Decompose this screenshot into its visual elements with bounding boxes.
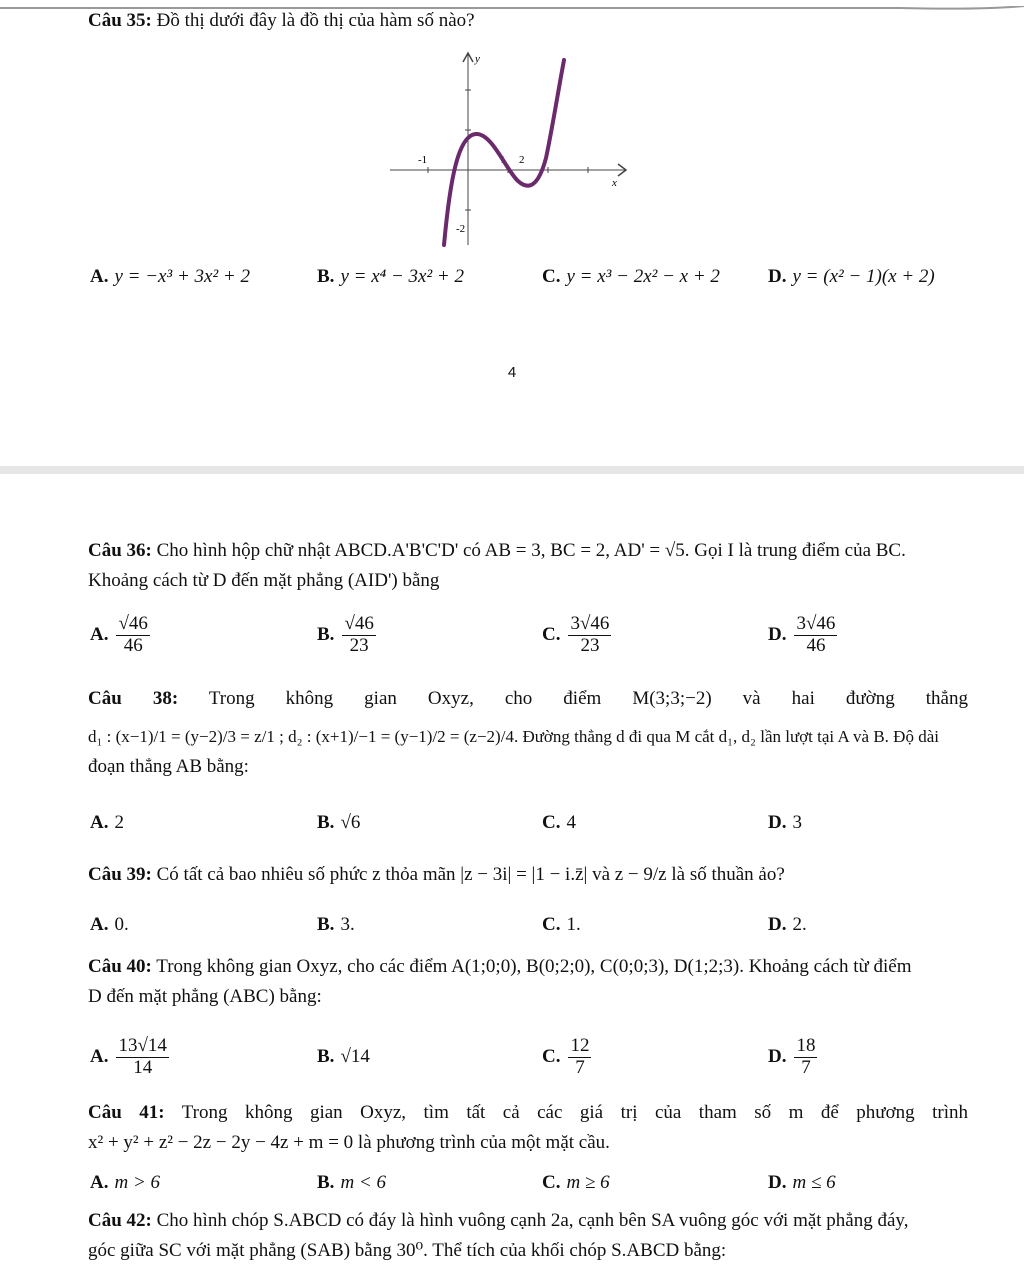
q40-option-c[interactable]: C. $\frac{12}{7}$ [542, 1035, 590, 1078]
question-text: Có tất cả bao nhiêu số phức z thỏa mãn |z − 3i| = |1 − i.z̄| và z − 9/z là số thuần ảo? [156, 864, 785, 885]
function-graph [380, 40, 640, 255]
question-text-line2: D đến mặt phẳng (ABC) bằng: [88, 986, 322, 1007]
question-39 [88, 860, 968, 890]
question-38 [88, 684, 968, 782]
question-label: Câu 38: [88, 688, 179, 709]
question-41 [88, 1098, 968, 1158]
question-label: Câu 39: [88, 864, 152, 885]
page-divider [0, 466, 1024, 474]
x-axis-label: x [612, 177, 617, 189]
q40-option-b[interactable]: B. √14 [317, 1046, 370, 1067]
question-text: Đồ thị dưới đây là đồ thị của hàm số nào? [156, 10, 475, 31]
q39-option-a[interactable]: A. 0. [90, 914, 129, 935]
q38-option-b[interactable]: B. √6 [317, 812, 361, 833]
q41-option-b[interactable]: B. m < 6 [317, 1172, 386, 1193]
tick-label-neg1: -1 [418, 154, 428, 166]
q38-option-a[interactable]: A. 2 [90, 812, 124, 833]
question-label: Câu 35: [88, 10, 152, 31]
q35-option-a[interactable]: A. y = −x³ + 3x² + 2 [90, 266, 250, 287]
q38-option-c[interactable]: C. 4 [542, 812, 576, 833]
q39-option-c[interactable]: C. 1. [542, 914, 581, 935]
question-text-line2: Khoảng cách từ D đến mặt phẳng (AID') bằng [88, 570, 440, 591]
y-axis-label: y [475, 53, 480, 65]
question-label: Câu 36: [88, 540, 152, 561]
curve [444, 60, 564, 245]
q35-option-d[interactable]: D. y = (x² − 1)(x + 2) [768, 266, 935, 287]
q38-option-d[interactable]: D. 3 [768, 812, 802, 833]
question-text-line3: đoạn thẳng AB bằng: [88, 756, 249, 777]
q35-option-c[interactable]: C. y = x³ − 2x² − x + 2 [542, 266, 720, 287]
q41-option-a[interactable]: A. m > 6 [90, 1172, 161, 1193]
tick-label-1: 1 [500, 154, 506, 166]
question-text-line1: Trong không gian Oxyz, tìm tất cả các giá trị của tham số m để phương trình [181, 1102, 968, 1123]
q40-option-d[interactable]: D. $\frac{18}{7}$ [768, 1035, 816, 1078]
q36-option-a[interactable]: A. $\frac{√46}{46}$ [90, 613, 148, 656]
q41-option-c[interactable]: C. m ≥ 6 [542, 1172, 610, 1193]
question-label: Câu 42: [88, 1210, 152, 1231]
question-label: Câu 40: [88, 956, 152, 977]
question-35 [88, 6, 968, 36]
question-text-line1: Cho hình hộp chữ nhật ABCD.A'B'C'D' có AB = 3, BC = 2, AD' = √5. Gọi I là trung điểm của BC. [156, 540, 906, 561]
q41-option-d[interactable]: D. m ≤ 6 [768, 1172, 836, 1193]
q36-option-c[interactable]: C. $\frac{3√46}{23}$ [542, 613, 610, 656]
question-36 [88, 536, 968, 596]
tick-label-neg2: -2 [456, 223, 466, 235]
question-label: Câu 41: [88, 1102, 165, 1123]
question-text-line1: Trong không gian Oxyz, cho điểm M(3;3;−2) và hai đường thẳng [208, 688, 968, 709]
question-text-line2: x² + y² + z² − 2z − 2y − 4z + m = 0 là phương trình của một mặt cầu. [88, 1132, 610, 1153]
q35-option-b[interactable]: B. y = x⁴ − 3x² + 2 [317, 266, 465, 287]
question-text-line1: Cho hình chóp S.ABCD có đáy là hình vuông cạnh 2a, cạnh bên SA vuông góc với mặt phẳng đáy, [156, 1210, 909, 1231]
tick-label-2: 2 [519, 154, 525, 166]
q36-option-d[interactable]: D. $\frac{3√46}{46}$ [768, 613, 836, 656]
question-text-line2: góc giữa SC với mặt phẳng (SAB) bằng 30⁰. Thể tích của khối chóp S.ABCD bằng: [88, 1240, 727, 1261]
q39-option-b[interactable]: B. 3. [317, 914, 355, 935]
q40-option-a[interactable]: A. $\frac{13√14}{14}$ [90, 1035, 167, 1078]
q36-option-b[interactable]: B. $\frac{√46}{23}$ [317, 613, 374, 656]
q39-option-d[interactable]: D. 2. [768, 914, 807, 935]
question-40 [88, 952, 968, 1012]
question-42 [88, 1206, 968, 1266]
question-text-line2: d₁ : (x−1)/1 = (y−2)/3 = z/1 ; d₂ : (x+1)/−1 = (y−1)/2 = (z−2)/4. Đường thẳng d đi qua M cắt d₁, d₂ lần lượt tại A và B. Độ dài [88, 727, 939, 746]
page-number: 4 [507, 364, 517, 381]
question-text-line1: Trong không gian Oxyz, cho các điểm A(1;0;0), B(0;2;0), C(0;0;3), D(1;2;3). Khoảng cách từ điểm [156, 956, 912, 977]
